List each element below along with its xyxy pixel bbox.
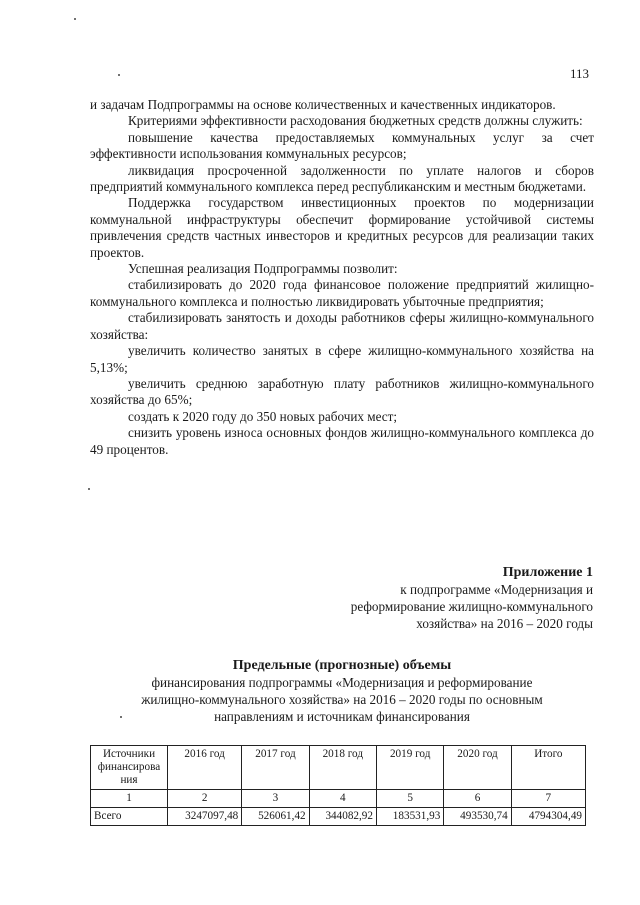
- column-header: Итого: [511, 746, 585, 790]
- column-number: 6: [444, 790, 511, 808]
- body-text: [90, 97, 594, 458]
- table-cell: 3247097,48: [168, 808, 242, 826]
- column-header: 2019 год: [376, 746, 443, 790]
- paragraph: стабилизировать занятость и доходы работников сферы жилищно-коммунального хозяйства:: [90, 310, 594, 342]
- page-number: 113: [570, 66, 590, 81]
- paragraph: увеличить среднюю заработную плату работников жилищно-коммунального хозяйства до 65%;: [90, 375, 594, 408]
- column-number: 1: [91, 790, 168, 808]
- column-header: 2017 год: [242, 746, 309, 790]
- table-cell: 526061,42: [242, 808, 309, 826]
- column-number-row: [91, 790, 586, 808]
- column-number: 5: [376, 790, 443, 808]
- paragraph: повышение качества предоставляемых коммунальных услуг за счет эффективности использования коммунальных ресурсов;: [90, 129, 594, 162]
- paragraph: стабилизировать до 2020 года финансовое положение предприятий жилищно-коммунального комплекса и полностью ликвидировать убыточные предприятия;: [90, 277, 594, 309]
- scan-speck: [118, 74, 120, 76]
- paragraph: Успешная реализация Подпрограммы позволит:: [128, 261, 398, 277]
- table-cell: 4794304,49: [511, 808, 585, 826]
- appendix-line: хозяйства» на 2016 – 2020 годы: [416, 616, 593, 631]
- title-line: жилищно-коммунального хозяйства» на 2016 – 2020 годы по основным: [141, 692, 543, 707]
- scan-speck: [88, 488, 90, 490]
- column-number: 7: [511, 790, 585, 808]
- table-cell: 344082,92: [309, 808, 376, 826]
- paragraph: Критериями эффективности расходования бюджетных средств должны служить:: [128, 113, 583, 129]
- appendix-line: реформирование жилищно-коммунального: [350, 599, 593, 614]
- paragraph: снизить уровень износа основных фондов жилищно-коммунального комплекса до 49 процентов.: [90, 425, 594, 457]
- column-header: 2020 год: [444, 746, 511, 790]
- paragraph: и задачам Подпрограммы на основе количественных и качественных индикаторов.: [90, 97, 556, 112]
- column-header: 2018 год: [309, 746, 376, 790]
- column-header: 2016 год: [168, 746, 242, 790]
- column-number: 3: [242, 790, 309, 808]
- appendix-line: к подпрограмме «Модернизация и: [400, 582, 593, 597]
- scan-speck: [120, 716, 122, 718]
- title-line: финансирования подпрограммы «Модернизация и реформирование: [151, 675, 533, 690]
- table-cell: Всего: [91, 808, 168, 826]
- appendix-header: [273, 564, 593, 632]
- paragraph: Поддержка государством инвестиционных проектов по модернизации коммунальной инфраструктуры обеспечит формирование устойчивой системы привлечения средств частных инвесторов и кредитных ресурсов для реализации таких проектов.: [90, 195, 594, 260]
- paragraph: ликвидация просроченной задолженности по уплате налогов и сборов предприятий коммунального комплекса перед республиканским и местным бюджетами.: [90, 162, 594, 195]
- title-line: Предельные (прогнозные) объемы: [232, 658, 452, 673]
- column-number: 4: [309, 790, 376, 808]
- column-number: 2: [168, 790, 242, 808]
- table-row: [91, 808, 586, 826]
- paragraph: увеличить количество занятых в сфере жилищно-коммунального хозяйства на 5,13%;: [90, 343, 594, 375]
- document-title: [100, 657, 584, 725]
- scan-speck: [74, 18, 76, 20]
- paragraph: создать к 2020 году до 350 новых рабочих мест;: [128, 408, 398, 424]
- table-cell: 493530,74: [444, 808, 511, 826]
- table-header-row: [91, 746, 586, 790]
- column-header: Источники финансирова ния: [91, 746, 168, 790]
- table-cell: 183531,93: [376, 808, 443, 826]
- appendix-title: Приложение 1: [502, 565, 593, 580]
- financing-table: [90, 745, 586, 826]
- title-line: направлениям и источникам финансирования: [214, 709, 470, 724]
